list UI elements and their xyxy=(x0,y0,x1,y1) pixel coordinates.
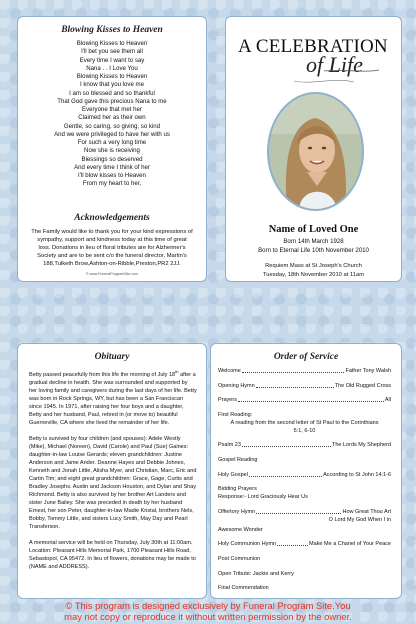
order-item-final-commendation: Final Commendation xyxy=(218,585,269,592)
obituary-panel xyxy=(17,343,207,599)
poem-panel xyxy=(17,16,207,282)
site-credit: © www.FuneralProgramSite.com xyxy=(85,272,139,276)
poem-line: Blowing Kisses to Heaven xyxy=(76,40,148,47)
poem-line: That God gave this precious Nana to me xyxy=(57,97,167,105)
poem-title: Blowing Kisses to Heaven xyxy=(61,25,163,35)
order-item-opening-hymn: Opening Hymn The Old Rugged Cross xyxy=(218,382,391,389)
poem-line: From my heart to her, xyxy=(82,180,142,188)
flourish-ornament xyxy=(254,67,384,87)
poem-line: Blessings so deserved xyxy=(81,155,143,163)
order-item-awesome-wonder: Awesome Wonder xyxy=(218,526,263,533)
order-item-communion-hymn: Holy Communion Hymn Make Me a Chanel of Your Peace xyxy=(218,541,391,548)
loved-one-name: Name of Loved One xyxy=(268,224,359,235)
poem-line: Claimed her as their own xyxy=(78,114,146,122)
copyright-notice-line-2: may not copy or reproduce it without written permission by the owner. xyxy=(64,611,352,622)
cover-panel xyxy=(225,16,402,282)
obituary-paragraph-2: Betty is survived by four children (and spouses): Adele Westly (Mike), Michael (Noreen), David (Carole) and Paul (Sue) Gaines: daughter-in-law Louise Gerards; eleven grandchildren: Justine Anderson and Jame Ander. Deanne Hayes and Debbie Johnes, Kenneth and Jonah Little, Alisha Myer, and Christian, Marc, Eric and Cartin Tim; and eight great grandchildren: Grace, Gage, Curtis and Bradley Josephs. Austin and Jackson Houston, and Dylan and Shay Richmond. Betty is also survived by her brother Art Landers and sister June Bailey. She was preceded in death by her husband Ernest, her son Peter, daughter-in-law Madie Kristal, brothers Nels, Bobby, Tommy Little, and sisters Lucy Smith, May Day and Pearl Transferson. xyxy=(29,435,197,530)
celebration-heading: A CELEBRATION xyxy=(238,36,388,57)
poem-line: And we were privileged to have her with us xyxy=(54,130,170,138)
order-item-open-tribute: Open Tribute: Jackie and Kerry xyxy=(218,570,294,577)
poem-line: I know that you love me xyxy=(79,81,145,89)
poem-line: And every time I think of her xyxy=(74,163,150,171)
acknowledgements-title: Acknowledgements xyxy=(74,213,150,223)
of-life-script: of Life xyxy=(306,52,363,77)
order-item-post-communion: Post Communion xyxy=(218,555,261,562)
poem-line: Everyone that met her xyxy=(82,106,142,113)
acknowledgements-text: The Family would like to thank you for your kind expressions of sympathy, support and kindness today at this time of great loss. Donations in lieu of floral tributes are for Alzheimer's Society and are to be sent c/o the funeral director, Martin's 188,Tulketh Brow,Ashton-on-Ribble,Preston,PR2 2JJ. xyxy=(31,229,193,267)
order-item-bidding-prayers: Bidding Prayers xyxy=(218,486,257,493)
poem-line: I'll blow kisses to Heaven xyxy=(78,172,146,179)
obituary-paragraph-3: A memorial service will be held on Thursday, July 30th at 11:00am. Location: Pleasant Hills Memorial Park, 1700 Pleasant Hills Road, Sebastopol, CA 95472. In lieu of flowers, donations may be made to (NAME and ADDRESS). xyxy=(29,539,196,570)
requiem-location: Requiem Mass at St Joseph's Church xyxy=(265,263,362,269)
first-reading-ref: 5:1, 6-10 xyxy=(293,427,316,434)
offertory-line-2: O Lord My God When I in xyxy=(328,516,391,523)
poem-line: I'll bet you see them all xyxy=(81,48,143,56)
poem-line: For such a very long time xyxy=(77,139,147,146)
order-panel xyxy=(210,343,402,599)
poem-line: Every time I want to say xyxy=(79,56,145,64)
poem-lines xyxy=(18,40,206,189)
passing-date: Born to Eternal Life 10th November 2010 xyxy=(258,247,369,254)
order-item-prayers: Prayers All xyxy=(218,397,391,404)
poem-line: Nana . . I Love You xyxy=(86,64,138,72)
first-reading-text: A reading from the second letter of St Paul to the Corinthians xyxy=(230,419,379,426)
order-list xyxy=(218,367,391,599)
order-item-offertory: Offertory Hymn How Great Thou Art xyxy=(218,508,391,515)
poem-line: Gentle, so caring, so giving, so kind xyxy=(63,122,161,130)
order-item-response: Response:- Lord Graciously Hear Us xyxy=(218,494,308,501)
poem-line: Now she is receiving xyxy=(84,147,140,155)
requiem-date: Tuesday, 18th November 2010 at 11am xyxy=(262,272,365,278)
poem-line: Blowing Kisses to Heaven xyxy=(76,73,148,80)
order-item-first-reading: First Reading: xyxy=(218,411,253,418)
obituary-body xyxy=(29,368,197,579)
order-item-welcome: Welcome Father Tony Walsh xyxy=(218,368,391,374)
order-title: Order of Service xyxy=(273,352,339,362)
birth-date: Born 14th March 1928 xyxy=(283,238,344,245)
obituary-title: Obituary xyxy=(94,352,130,362)
order-item-holy-gospel: Holy Gospel According to St John 14:1-6 xyxy=(218,471,391,478)
obituary-paragraph-1: Betty passed peacefully from this life the morning of July 18th after a gradual decline in health. She was surrounded and supported by her loving family and caregivers during the last days of her life. Betty was born in Rock Springs, WY, but has been a San Franciscan since 1945. In 1971, after raising her four boys and a daughter, Betty and her husband, Paul, retired in (or move to) beautiful Guerneville, CA where she lived the remainder of her life. xyxy=(29,369,197,426)
portrait-photo xyxy=(267,92,364,211)
poem-line: I am so blessed and so thankful xyxy=(69,89,155,97)
order-item-psalm: Psalm 23 The Lords My Shepherd xyxy=(218,442,391,449)
copyright-notice-line-1: © This program is designed exclusively by Funeral Program Site.You xyxy=(65,600,351,611)
order-item-gospel-reading: Gospel Reading xyxy=(218,456,258,463)
